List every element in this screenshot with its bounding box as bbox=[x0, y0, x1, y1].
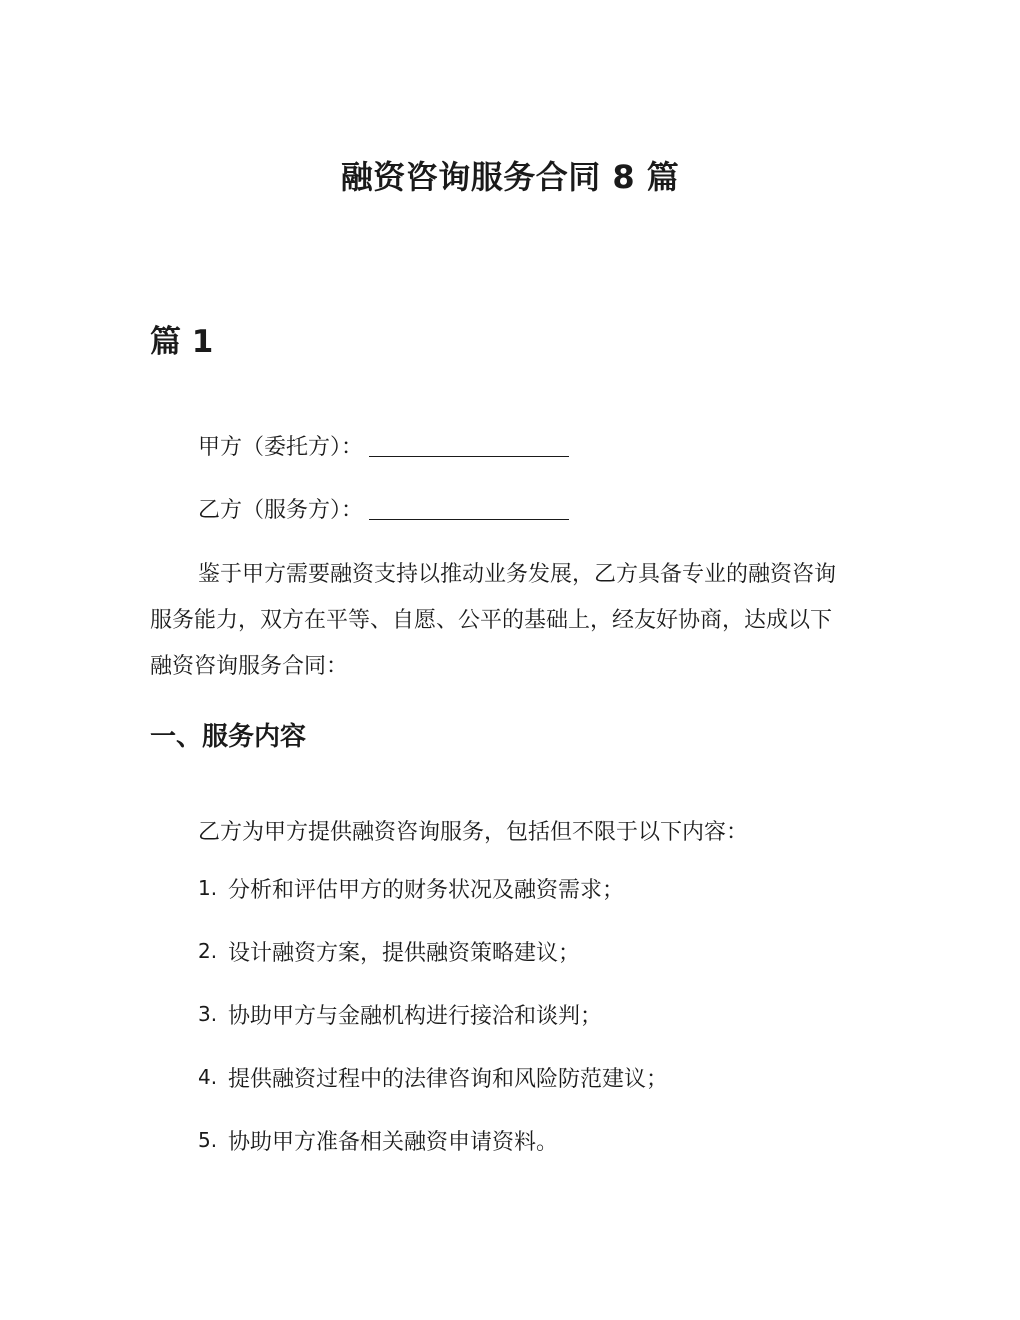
list-item bbox=[198, 1127, 668, 1190]
service-heading: 一、服务内容 bbox=[150, 722, 307, 752]
list-item-text: 提供融资过程中的法律咨询和风险防范建议； bbox=[228, 1067, 669, 1092]
party-a-line bbox=[198, 430, 569, 461]
party-a-label: 甲方（委托方）： bbox=[198, 435, 364, 460]
document-title: 融资咨询服务合同 8 篇 bbox=[340, 158, 680, 196]
list-item-number: 1. bbox=[198, 876, 218, 900]
list-item-text: 设计融资方案，提供融资策略建议； bbox=[228, 941, 581, 966]
list-item bbox=[198, 1001, 668, 1064]
party-b-line bbox=[198, 493, 569, 524]
list-item-text: 协助甲方与金融机构进行接洽和谈判； bbox=[228, 1004, 603, 1029]
service-list bbox=[198, 875, 668, 1190]
list-item-number: 4. bbox=[198, 1065, 218, 1089]
service-intro: 乙方为甲方提供融资咨询服务，包括但不限于以下内容： bbox=[198, 820, 749, 845]
party-b-label: 乙方（服务方）： bbox=[198, 498, 364, 523]
section-label: 篇 1 bbox=[150, 324, 214, 360]
party-b-blank bbox=[369, 518, 569, 520]
list-item bbox=[198, 1064, 668, 1127]
list-item-number: 2. bbox=[198, 939, 218, 963]
list-item-number: 5. bbox=[198, 1128, 218, 1152]
list-item-text: 协助甲方准备相关融资申请资料。 bbox=[228, 1130, 559, 1155]
list-item bbox=[198, 875, 668, 938]
list-item-text: 分析和评估甲方的财务状况及融资需求； bbox=[228, 878, 625, 903]
list-item-number: 3. bbox=[198, 1002, 218, 1026]
preamble-paragraph: 鉴于甲方需要融资支持以推动业务发展，乙方具备专业的融资咨询服务能力，双方在平等、自愿、公平的基础上，经友好协商，达成以下融资咨询服务合同： bbox=[150, 562, 837, 679]
list-item bbox=[198, 938, 668, 1001]
party-a-blank bbox=[369, 455, 569, 457]
